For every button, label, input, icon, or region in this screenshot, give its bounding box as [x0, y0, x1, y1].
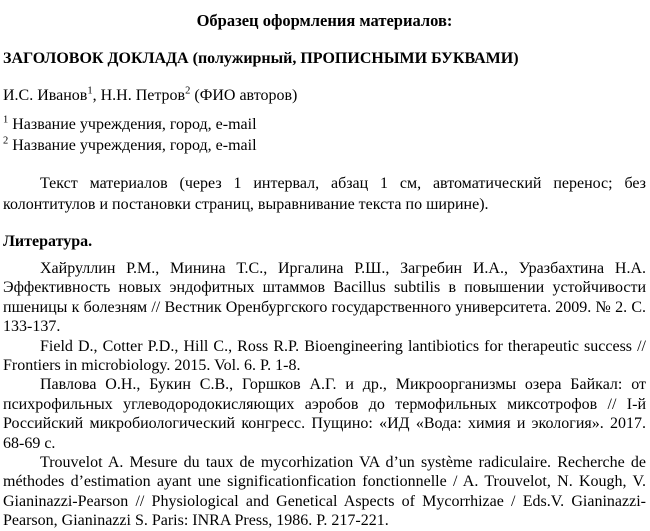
affiliations-block [3, 114, 646, 156]
author-1-name: И.С. Иванов [3, 87, 88, 104]
reference-item-3: Павлова О.Н., Букин С.В., Горшков А.Г. и др., Микроорганизмы озера Байкал: от психрофильных углеводородокисляющих аэробов до термофильных миксотрофов // I-й Российский микробиологический конгресс. Пущино: «ИД «Вода: химия и экология». 2017. 68-69 с. [3, 376, 646, 452]
affiliation-2-mark: 2 [3, 135, 9, 147]
affiliation-2-text: Название учреждения, город, e-mail [12, 137, 257, 154]
report-title-heading: ЗАГОЛОВОК ДОКЛАДА (полужирный, ПРОПИСНЫМИ БУКВАМИ) [3, 50, 519, 67]
affiliation-1-mark: 1 [3, 114, 9, 126]
authors-line [3, 85, 646, 106]
reference-item-1: Хайруллин Р.М., Минина Т.С., Иргалина Р.Ш., Загребин И.А., Уразбахтина Н.А. Эффективность новых эндофитных штаммов Bacillus subtilis в повышении устойчивости пшеницы к болезням // Вестник Оренбургского государственного университета. 2009. № 2. С. 133-137. [3, 260, 646, 336]
authors-separator: , [92, 87, 101, 104]
body-paragraph: Текст материалов (через 1 интервал, абзац 1 см, автоматический перенос; без колонтитулов и постановки страниц, выравнивание текста по ширине). [3, 175, 646, 213]
reference-item-4: Trouvelot A. Mesure du taux de mycorhization VA d’un système radiculaire. Recherche de méthodes d’estimation ayant une significationfication fonctionnelle / A. Trouvelot, N. Kough, V. Gianinazzi-Pearson // Physiological and Genetical Aspects of Mycorrhizae / Eds.V. Gianinazzi-Pearson, Gianinazzi S. Paris: INRA Press, 1986. P. 217-221. [3, 454, 646, 530]
author-2-name: Н.Н. Петров [100, 87, 186, 104]
authors-note: (ФИО авторов) [190, 87, 298, 104]
affiliation-1-text: Название учреждения, город, e-mail [12, 116, 257, 133]
affiliation-line-1 [3, 114, 646, 135]
author-1-affiliation-mark: 1 [87, 85, 93, 97]
literature-heading: Литература. [3, 233, 93, 250]
author-2-affiliation-mark: 2 [185, 85, 191, 97]
page-title: Образец оформления материалов: [196, 11, 453, 30]
references-list [3, 259, 646, 531]
affiliation-line-2 [3, 135, 646, 156]
reference-item-2: Field D., Cotter P.D., Hill C., Ross R.P. Bioengineering lantibiotics for therapeutic success // Frontiers in microbiology. 2015. Vol. 6. P. 1-8. [3, 337, 646, 375]
